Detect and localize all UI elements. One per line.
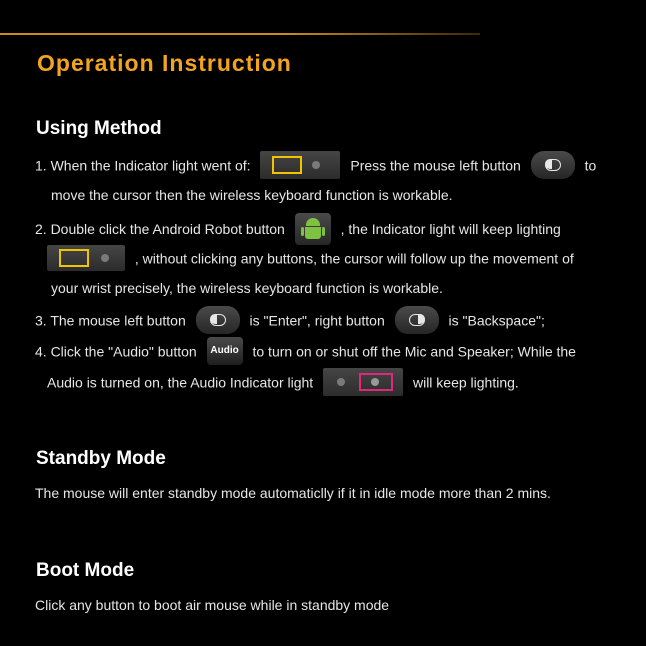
- mouse-left-button-icon: [196, 306, 240, 334]
- step3-line: [35, 306, 545, 332]
- mouse-left-button-icon: [531, 151, 575, 179]
- step4-line1: [35, 337, 576, 363]
- step3-text-a: 3. The mouse left button: [35, 312, 186, 329]
- standby-mode-heading: Standby Mode: [36, 448, 166, 469]
- indicator-light-icon: [260, 151, 340, 179]
- step1-text-c: to: [584, 157, 597, 174]
- step4-line2: [47, 368, 519, 394]
- step4-text-c: Audio is turned on, the Audio Indicator light: [47, 374, 314, 391]
- step1-line1: [35, 151, 596, 177]
- step2-text-a: 2. Double click the Android Robot button: [35, 221, 285, 237]
- step2-line3: your wrist precisely, the wireless keyboard function is workable.: [51, 280, 443, 296]
- step1-line2: move the cursor then the wireless keyboard function is workable.: [51, 187, 453, 203]
- using-method-heading: Using Method: [36, 118, 162, 139]
- boot-mode-heading: Boot Mode: [36, 560, 135, 581]
- step3-text-b: is "Enter", right button: [249, 312, 385, 329]
- step4-text-d: will keep lighting.: [412, 374, 519, 391]
- top-divider: [0, 33, 480, 35]
- audio-indicator-light-icon: [323, 368, 403, 396]
- step2-text-b: , the Indicator light will keep lighting: [340, 221, 561, 237]
- step4-text-b: to turn on or shut off the Mic and Speaker; While the: [252, 343, 576, 360]
- step2-line1: [35, 213, 561, 239]
- step3-text-c: is "Backspace";: [448, 312, 545, 329]
- android-robot-button-icon: [295, 213, 331, 245]
- step4-text-a: 4. Click the "Audio" button: [35, 343, 197, 360]
- step2-line2: [47, 244, 574, 270]
- boot-mode-text: Click any button to boot air mouse while in standby mode: [35, 597, 390, 613]
- standby-mode-text: The mouse will enter standby mode automaticlly if it in idle mode more than 2 mins.: [35, 485, 551, 501]
- audio-button-icon: Audio: [207, 337, 243, 365]
- step2-text-c: , without clicking any buttons, the cursor will follow up the movement of: [134, 250, 574, 267]
- page-title: Operation Instruction: [37, 50, 292, 76]
- step1-text-a: 1. When the Indicator light went of:: [35, 157, 251, 174]
- step1-text-b: Press the mouse left button: [350, 157, 521, 174]
- mouse-right-button-icon: [395, 306, 439, 334]
- indicator-light-icon: [47, 245, 125, 271]
